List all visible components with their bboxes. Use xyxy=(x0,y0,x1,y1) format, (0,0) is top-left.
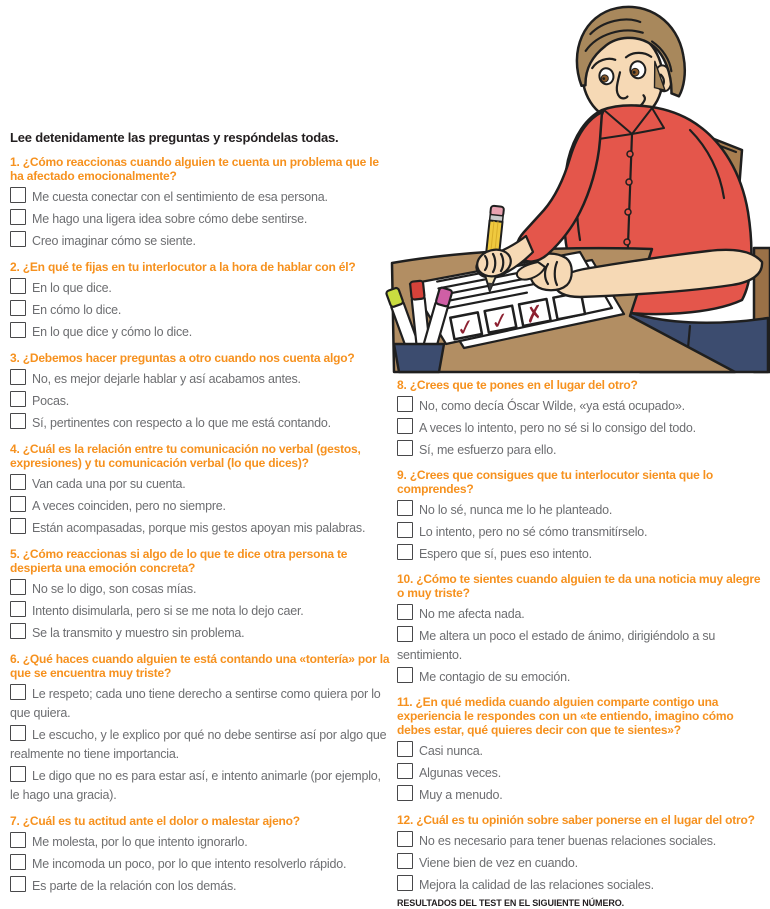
answer-checkbox[interactable] xyxy=(10,209,26,225)
answer-option xyxy=(397,626,770,665)
question-header: 9. ¿Crees que consigues que tu interlocutor sienta que lo comprendes? xyxy=(397,468,713,496)
answer-label: Pocas. xyxy=(32,394,70,408)
intro-text: Lee detenidamente las preguntas y respóndelas todas. xyxy=(10,130,339,145)
answer-label: Van cada una por su cuenta. xyxy=(32,477,186,491)
answer-label: Me contagio de su emoción. xyxy=(419,670,571,684)
svg-text:✗: ✗ xyxy=(523,301,546,330)
question-block xyxy=(10,351,391,433)
question-header: 7. ¿Cuál es tu actitud ante el dolor o malestar ajeno? xyxy=(10,814,300,828)
question-block xyxy=(10,442,391,538)
answer-option xyxy=(397,763,770,783)
answer-checkbox[interactable] xyxy=(10,766,26,782)
answer-checkbox[interactable] xyxy=(397,418,413,434)
answer-option xyxy=(10,322,391,342)
answer-option xyxy=(397,500,770,520)
answer-label: No se lo digo, son cosas mías. xyxy=(32,582,197,596)
answer-label: Le digo que no es para estar así, e intento animarle (por ejemplo, le hago una gracia). xyxy=(10,769,381,802)
answer-label: Me cuesta conectar con el sentimiento de esa persona. xyxy=(32,190,328,204)
answer-option xyxy=(397,853,770,873)
answer-checkbox[interactable] xyxy=(397,440,413,456)
answer-label: Algunas veces. xyxy=(419,766,501,780)
answer-label: Viene bien de vez en cuando. xyxy=(419,856,578,870)
answer-label: Se la transmito y muestro sin problema. xyxy=(32,626,245,640)
question-header: 5. ¿Cómo reaccionas si algo de lo que te dice otra persona te despierta una emoción concreta? xyxy=(10,547,348,575)
answer-label: No es necesario para tener buenas relaciones sociales. xyxy=(419,834,717,848)
answer-option xyxy=(397,785,770,805)
question-header: 1. ¿Cómo reaccionas cuando alguien te cuenta un problema que le ha afectado emocionalmente? xyxy=(10,155,379,183)
answer-label: Creo imaginar cómo se siente. xyxy=(32,234,196,248)
answer-label: En lo que dice. xyxy=(32,281,112,295)
question-block xyxy=(10,814,391,896)
answer-checkbox[interactable] xyxy=(10,231,26,247)
answer-checkbox[interactable] xyxy=(10,854,26,870)
answer-option xyxy=(10,474,391,494)
answer-option xyxy=(397,604,770,624)
answer-option xyxy=(10,623,391,643)
question-header: 12. ¿Cuál es tu opinión sobre saber ponerse en el lugar del otro? xyxy=(397,813,755,827)
answer-label: Le escucho, y le explico por qué no debe sentirse así por algo que realmente no tiene importancia. xyxy=(10,728,387,761)
answer-option xyxy=(10,832,391,852)
answer-option xyxy=(10,231,391,251)
answer-checkbox[interactable] xyxy=(10,684,26,700)
answer-option xyxy=(10,876,391,896)
answer-checkbox[interactable] xyxy=(397,544,413,560)
answer-label: Mejora la calidad de las relaciones sociales. xyxy=(419,878,654,892)
answer-label: Muy a menudo. xyxy=(419,788,503,802)
answer-checkbox[interactable] xyxy=(397,667,413,683)
answer-label: No me afecta nada. xyxy=(419,607,525,621)
answer-checkbox[interactable] xyxy=(397,500,413,516)
answer-option xyxy=(10,766,391,805)
answer-option xyxy=(397,544,770,564)
question-block xyxy=(10,155,391,251)
question-header: 10. ¿Cómo te sientes cuando alguien te da una noticia muy alegre o muy triste? xyxy=(397,572,761,600)
question-header: 11. ¿En qué medida cuando alguien comparte contigo una experiencia le respondes con un «te entiendo, imagino cómo debes estar, qué quieres decir con que te sientes»? xyxy=(397,695,734,737)
answer-option xyxy=(10,601,391,621)
answer-option xyxy=(10,854,391,874)
man-writing-illustration xyxy=(390,0,770,372)
answer-label: Sí, me esfuerzo para ello. xyxy=(419,443,557,457)
right-questions xyxy=(397,378,770,895)
question-header: 3. ¿Debemos hacer preguntas a otro cuando nos cuenta algo? xyxy=(10,351,355,365)
answer-option xyxy=(10,300,391,320)
answer-label: Están acompasadas, porque mis gestos apoyan mis palabras. xyxy=(32,521,366,535)
svg-text:✓: ✓ xyxy=(488,307,512,336)
question-block xyxy=(397,378,770,460)
answer-checkbox[interactable] xyxy=(10,496,26,512)
right-column xyxy=(397,0,770,909)
answer-checkbox[interactable] xyxy=(10,278,26,294)
answer-checkbox[interactable] xyxy=(397,522,413,538)
answer-option xyxy=(10,518,391,538)
question-block xyxy=(397,813,770,895)
answer-checkbox[interactable] xyxy=(397,875,413,891)
answer-label: Me altera un poco el estado de ánimo, dirigiéndolo a su sentimiento. xyxy=(397,629,716,662)
answer-option xyxy=(10,496,391,516)
answer-option xyxy=(10,278,391,298)
footer-note: RESULTADOS DEL TEST EN EL SIGUIENTE NÚMERO. xyxy=(397,898,625,908)
answer-option xyxy=(10,209,391,229)
answer-checkbox[interactable] xyxy=(10,623,26,639)
question-block xyxy=(397,468,770,564)
answer-label: Intento disimularla, pero si se me nota lo dejo caer. xyxy=(32,604,304,618)
answer-checkbox[interactable] xyxy=(10,413,26,429)
answer-option xyxy=(10,725,391,764)
answer-checkbox[interactable] xyxy=(10,601,26,617)
question-header: 8. ¿Crees que te pones en el lugar del otro? xyxy=(397,378,638,392)
answer-label: A veces lo intento, pero no sé si lo consigo del todo. xyxy=(419,421,696,435)
answer-label: Casi nunca. xyxy=(419,744,483,758)
question-header: 2. ¿En qué te fijas en tu interlocutor a la hora de hablar con él? xyxy=(10,260,356,274)
answer-option xyxy=(397,667,770,687)
answer-checkbox[interactable] xyxy=(397,763,413,779)
answer-option xyxy=(10,413,391,433)
answer-checkbox[interactable] xyxy=(10,300,26,316)
question-block xyxy=(397,695,770,805)
answer-checkbox[interactable] xyxy=(10,518,26,534)
question-block xyxy=(397,572,770,687)
answer-label: Me hago una ligera idea sobre cómo debe sentirse. xyxy=(32,212,308,226)
answer-label: Me molesta, por lo que intento ignorarlo. xyxy=(32,835,248,849)
answer-checkbox[interactable] xyxy=(397,626,413,642)
answer-checkbox[interactable] xyxy=(397,853,413,869)
answer-checkbox[interactable] xyxy=(10,876,26,892)
answer-label: No, es mejor dejarle hablar y así acabamos antes. xyxy=(32,372,301,386)
answer-label: A veces coinciden, pero no siempre. xyxy=(32,499,226,513)
answer-checkbox[interactable] xyxy=(10,187,26,203)
answer-label: Le respeto; cada uno tiene derecho a sentirse como quiera por lo que quiera. xyxy=(10,687,381,720)
answer-label: Espero que sí, pues eso intento. xyxy=(419,547,592,561)
left-questions xyxy=(10,155,391,896)
left-column xyxy=(10,130,391,898)
answer-checkbox[interactable] xyxy=(397,741,413,757)
answer-checkbox[interactable] xyxy=(10,579,26,595)
answer-checkbox[interactable] xyxy=(10,725,26,741)
question-block xyxy=(10,260,391,342)
answer-option xyxy=(397,440,770,460)
answer-label: En cómo lo dice. xyxy=(32,303,122,317)
question-header: 4. ¿Cuál es la relación entre tu comunicación no verbal (gestos, expresiones) y tu comunicación verbal (lo que dices)? xyxy=(10,442,361,470)
answer-label: En lo que dice y cómo lo dice. xyxy=(32,325,193,339)
answer-checkbox[interactable] xyxy=(397,396,413,412)
answer-label: No lo sé, nunca me lo he planteado. xyxy=(419,503,613,517)
answer-label: Es parte de la relación con los demás. xyxy=(32,879,237,893)
question-block xyxy=(10,547,391,643)
question-block xyxy=(10,652,391,805)
answer-label: Lo intento, pero no sé cómo transmitírselo. xyxy=(419,525,648,539)
answer-option xyxy=(397,522,770,542)
answer-label: Me incomoda un poco, por lo que intento resolverlo rápido. xyxy=(32,857,347,871)
answer-checkbox[interactable] xyxy=(397,785,413,801)
answer-option xyxy=(10,579,391,599)
answer-checkbox[interactable] xyxy=(10,474,26,490)
answer-option xyxy=(10,369,391,389)
answer-option xyxy=(397,418,770,438)
answer-option xyxy=(397,396,770,416)
answer-option xyxy=(397,875,770,895)
answer-checkbox[interactable] xyxy=(397,604,413,620)
answer-option xyxy=(397,741,770,761)
svg-text:✓: ✓ xyxy=(454,314,478,343)
answer-label: No, como decía Óscar Wilde, «ya está ocupado». xyxy=(419,399,685,413)
answer-option xyxy=(10,187,391,207)
answer-option xyxy=(10,684,391,723)
answer-checkbox[interactable] xyxy=(10,391,26,407)
answer-checkbox[interactable] xyxy=(397,831,413,847)
answer-checkbox[interactable] xyxy=(10,369,26,385)
answer-checkbox[interactable] xyxy=(10,832,26,848)
question-header: 6. ¿Qué haces cuando alguien te está contando una «tontería» por la que se encuentra muy triste? xyxy=(10,652,390,680)
answer-checkbox[interactable] xyxy=(10,322,26,338)
answer-label: Sí, pertinentes con respecto a lo que me está contando. xyxy=(32,416,331,430)
answer-option xyxy=(10,391,391,411)
answer-option xyxy=(397,831,770,851)
